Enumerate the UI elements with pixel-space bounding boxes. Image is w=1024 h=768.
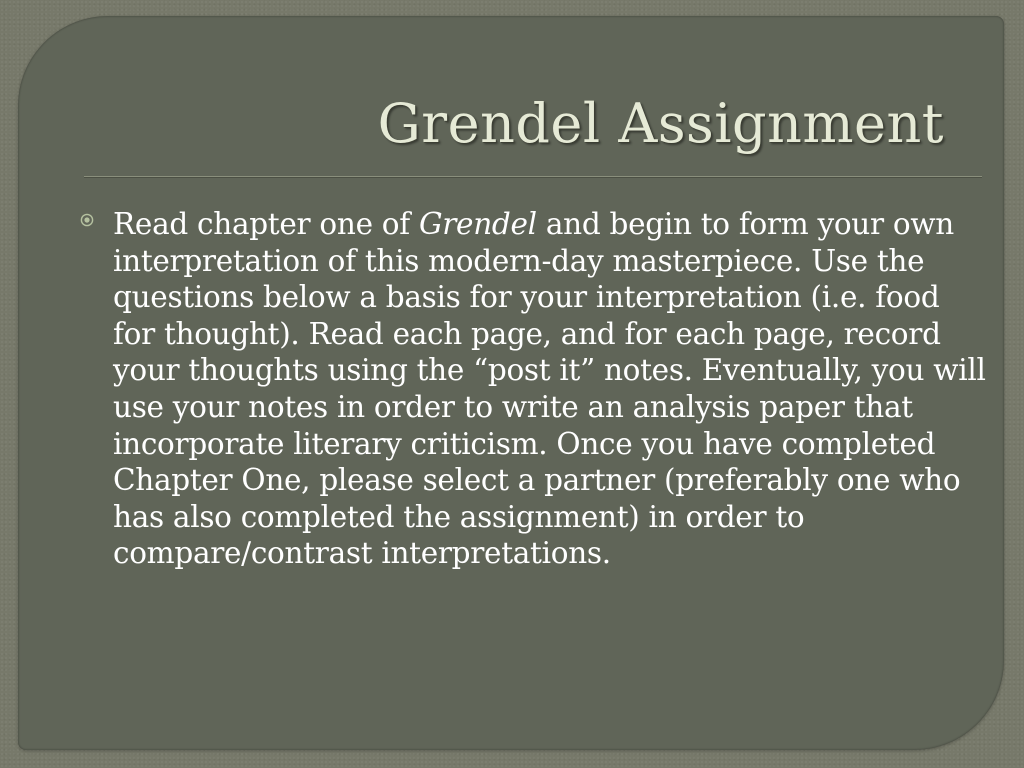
slide-panel xyxy=(18,16,1004,750)
bullet-item xyxy=(80,206,990,572)
title-divider xyxy=(84,176,982,178)
slide-title: Grendel Assignment xyxy=(377,92,944,155)
bullet-text-start: Read chapter one of xyxy=(113,207,419,241)
bullet-text xyxy=(113,206,990,572)
book-title-emphasis: Grendel xyxy=(418,207,537,241)
circle-dot-bullet-icon xyxy=(80,213,94,227)
bullet-text-rest: and begin to form your own interpretation of this modern-day masterpiece. Use the questions below a basis for your interpretation (i.e. food for thought). Read each page, and for each page, record your thoughts using the “post it” notes. Eventually, you will use your notes in order to write an analysis paper that incorporate literary criticism. Once you have completed Chapter One, please select a partner (preferably one who has also completed the assignment) in order to compare/contrast interpretations. xyxy=(113,207,986,571)
